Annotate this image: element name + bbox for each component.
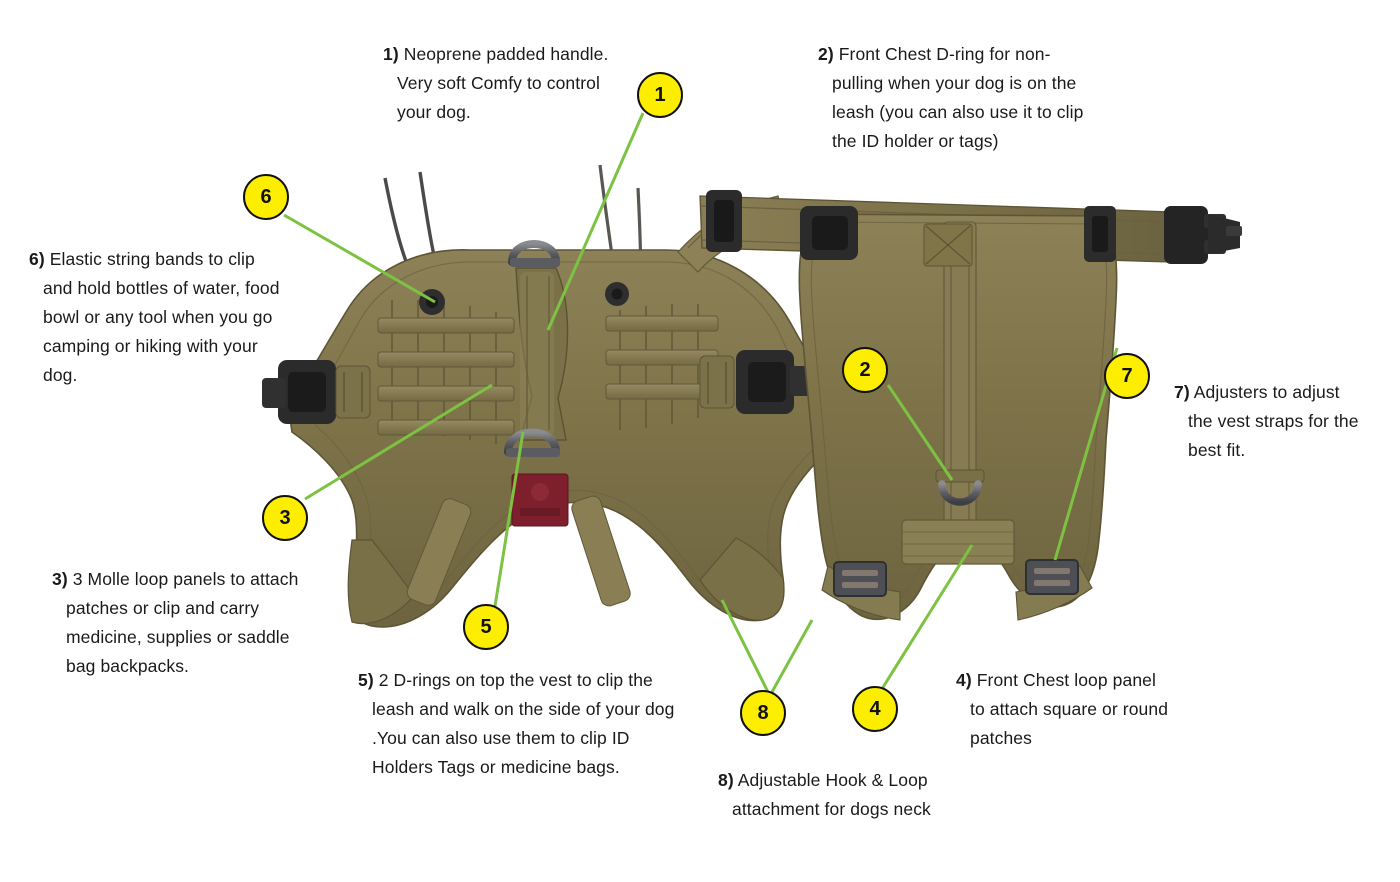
leader-1 [548, 113, 643, 330]
callout-num-8: 8) [718, 770, 734, 790]
callout-body-4: Front Chest loop panel to attach square or round patches [970, 670, 1169, 748]
callout-badge-3[interactable]: 3 [262, 495, 308, 541]
callout-num-4: 4) [956, 670, 972, 690]
callout-num-1: 1) [383, 44, 399, 64]
callout-num-7: 7) [1174, 382, 1190, 402]
callout-body-3: 3 Molle loop panels to attach patches or clip and carry medicine, supplies or saddle bag backpacks. [66, 569, 299, 676]
callout-badge-2[interactable]: 2 [842, 347, 888, 393]
callout-body-5: 2 D-rings on top the vest to clip the leash and walk on the side of your dog .You can also use them to clip ID Holders Tags or medicine bags. [372, 670, 675, 777]
callout-badge-4[interactable]: 4 [852, 686, 898, 732]
callout-badge-1[interactable]: 1 [637, 72, 683, 118]
callout-badge-8[interactable]: 8 [740, 690, 786, 736]
callout-body-2: Front Chest D-ring for non-pulling when your dog is on the leash (you can also use it to clip the ID holder or tags) [832, 44, 1084, 151]
callout-body-8: Adjustable Hook & Loop attachment for dogs neck [732, 770, 931, 819]
leader-5 [495, 432, 523, 606]
callout-num-6: 6) [29, 249, 45, 269]
callout-num-3: 3) [52, 569, 68, 589]
leader-8 [722, 600, 768, 692]
leader-4 [880, 545, 972, 692]
callout-badge-6[interactable]: 6 [243, 174, 289, 220]
callout-badge-7[interactable]: 7 [1104, 353, 1150, 399]
leader-3 [305, 385, 492, 499]
callout-body-6: Elastic string bands to clip and hold bottles of water, food bowl or any tool when you go camping or hiking with your dog. [43, 249, 280, 385]
callout-num-2: 2) [818, 44, 834, 64]
callout-body-7: Adjusters to adjust the vest straps for the best fit. [1188, 382, 1359, 460]
callout-num-5: 5) [358, 670, 374, 690]
leader-8b [772, 620, 812, 692]
callout-body-1: Neoprene padded handle. Very soft Comfy to control your dog. [397, 44, 609, 122]
callout-badge-5[interactable]: 5 [463, 604, 509, 650]
leader-6 [284, 215, 435, 302]
leader-2 [888, 385, 952, 480]
